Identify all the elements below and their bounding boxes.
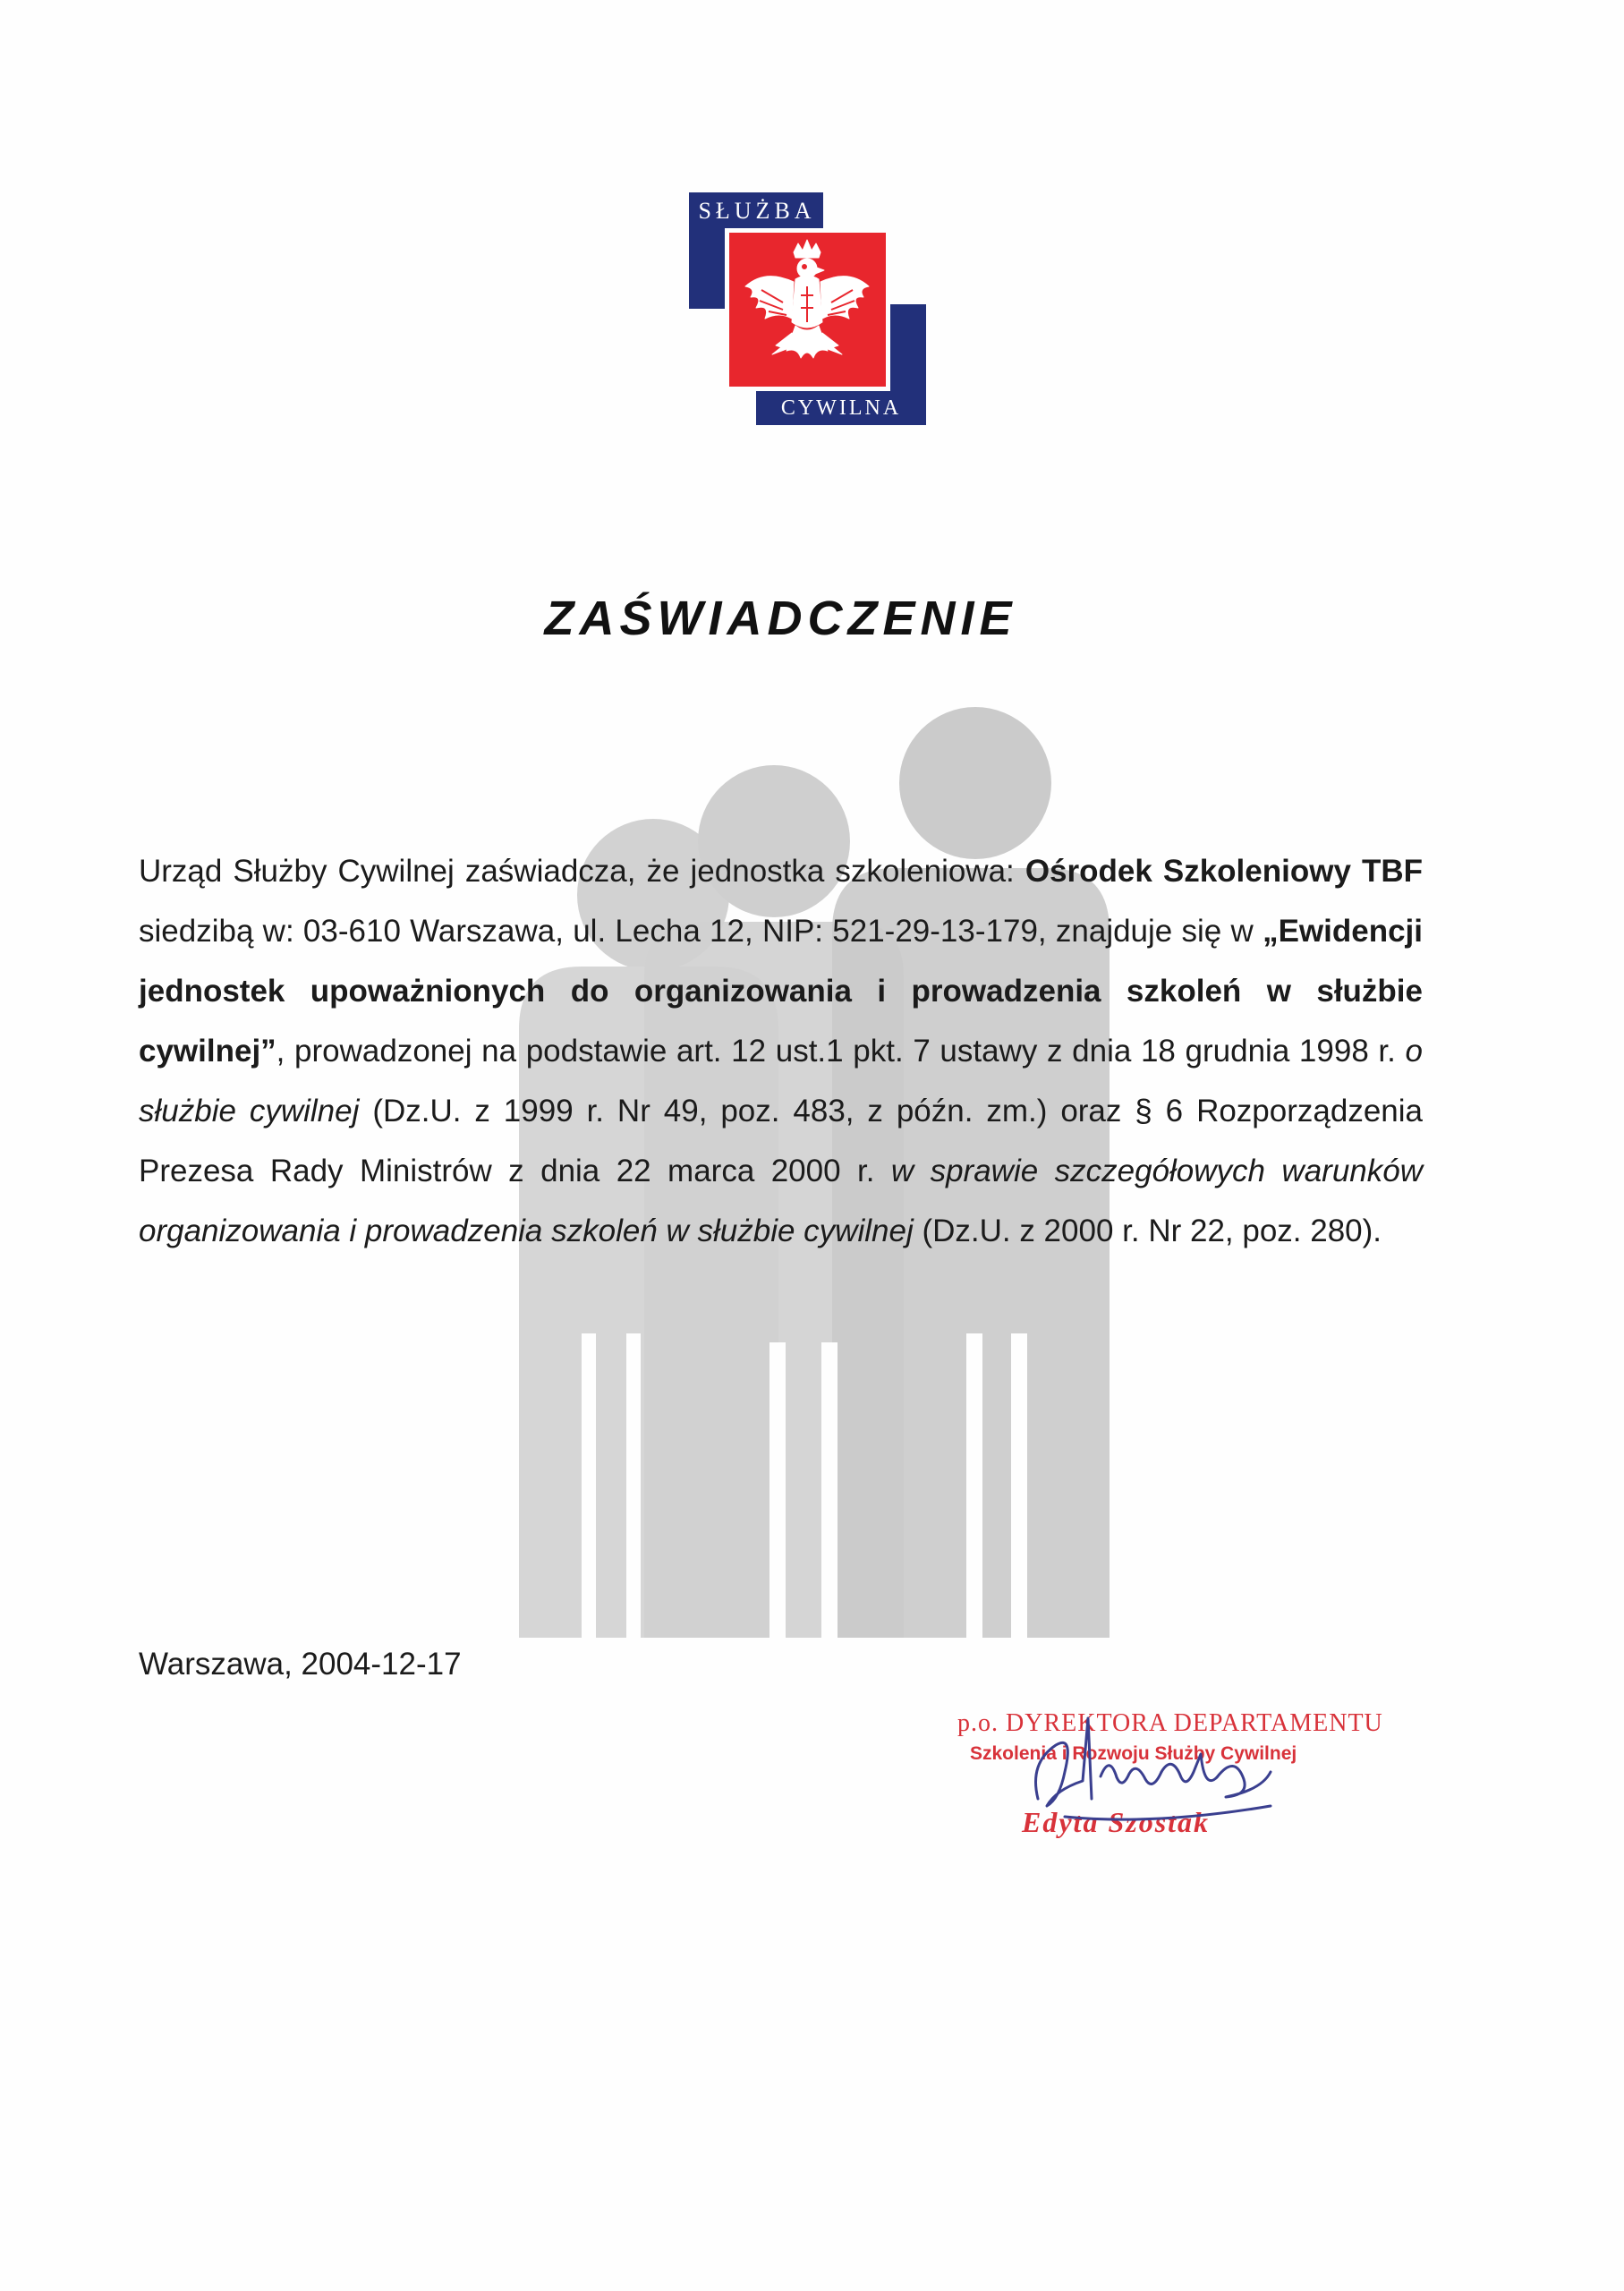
figure-leg-gap [821,1342,838,1651]
figure-leg-gap [626,1333,641,1642]
handwritten-signature [1002,1691,1297,1844]
sluzba-cywilna-logo [689,192,926,425]
figure-leg-gap [769,1342,786,1651]
figure-head-right [899,707,1051,859]
body-text-segment: Urząd Służby Cywilnej zaświadcza, że jednostka szkoleniowa: [139,854,1025,889]
stamp-position: p.o. DYREKTORA DEPARTAMENTU [957,1709,1383,1737]
figure-ground [501,1638,1127,1656]
document-title: ZAŚWIADCZENIE [544,592,1017,645]
logo-bottom-label: CYWILNA [780,396,902,420]
regulation-title: w sprawie szczegółowych warunków organizowania i prowadzenia szkoleń w służbie cywilnej [139,1154,1423,1248]
act-title: o służbie cywilnej [139,1034,1423,1128]
registry-name: „Ewidencji jednostek upoważnionych do organizowania i prowadzenia szkoleń w służbie cywilnej” [139,914,1423,1069]
issue-date: Warszawa, 2004-12-17 [139,1647,462,1682]
logo-top-label: SŁUŻBA [698,198,816,224]
figure-leg-gap [966,1333,982,1642]
body-text-segment: (Dz.U. z 1999 r. Nr 49, poz. 483, z późn. zm.) oraz § 6 Rozporządzenia Prezesa Rady Ministrów z dnia 22 marca 2000 r. [139,1094,1423,1188]
body-text-segment: siedzibą w: 03-610 Warszawa, ul. Lecha 12, NIP: 521-29-13-179, znajduje się w [139,914,1263,949]
figure-leg-gap [582,1333,596,1642]
training-unit-name: Ośrodek Szkoleniowy TBF [1025,854,1423,889]
body-text-segment: (Dz.U. z 2000 r. Nr 22, poz. 280). [913,1214,1382,1248]
stamp-department: Szkolenia i Rozwoju Służby Cywilnej [970,1743,1297,1764]
certificate-body [139,841,1423,1261]
white-eagle-icon [729,233,886,387]
body-text-segment: , prowadzonej na podstawie art. 12 ust.1 pkt. 7 ustawy z dnia 18 grudnia 1998 r. [276,1034,1406,1069]
figure-leg-gap [1011,1333,1027,1642]
stamp-name: Edyta Szostak [1022,1806,1211,1838]
